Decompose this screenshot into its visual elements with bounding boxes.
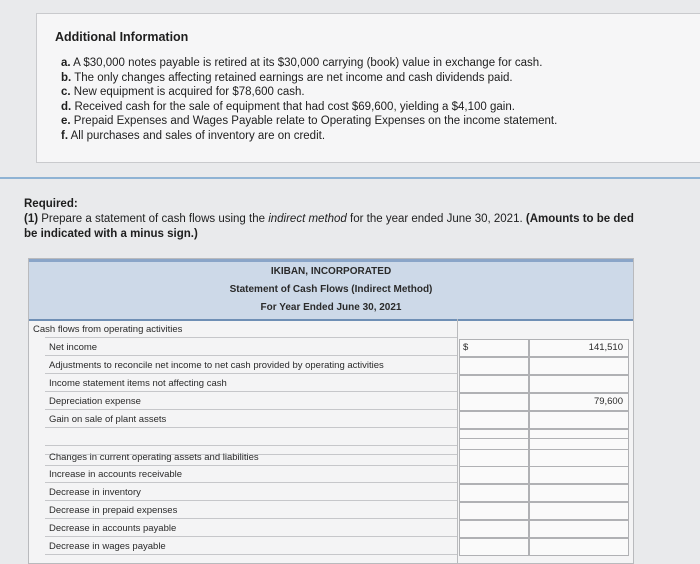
amount-input-col2[interactable] xyxy=(529,538,629,556)
amount-input-col2[interactable] xyxy=(529,502,629,520)
info-item-f: f. All purchases and sales of inventory are on credit. xyxy=(61,129,326,142)
amount-input-col2[interactable] xyxy=(529,520,629,538)
required-instruction: (1) Prepare a statement of cash flows using the indirect method for the year ended June 30, 2021. (Amounts to be ded xyxy=(24,213,634,225)
amount-input-col2[interactable] xyxy=(529,484,629,502)
row-label: Decrease in prepaid expenses xyxy=(49,505,178,516)
row-label: Income statement items not affecting cash xyxy=(49,378,227,389)
dollar-sign: $ xyxy=(463,342,469,353)
statement-period: For Year Ended June 30, 2021 xyxy=(260,302,402,313)
row-label: Changes in current operating assets and liabilities xyxy=(49,452,259,463)
amount-input-col1[interactable] xyxy=(459,538,529,556)
amount-input-col2[interactable] xyxy=(529,449,629,467)
cash-flow-statement xyxy=(28,258,634,564)
row-label: Increase in accounts receivable xyxy=(49,469,183,480)
amount-input-col2[interactable] xyxy=(529,357,629,375)
amount-value: 141,510 xyxy=(588,342,623,353)
required-section xyxy=(24,197,700,242)
info-item-c: c. New equipment is acquired for $78,600 cash. xyxy=(61,86,305,99)
amount-value: 79,600 xyxy=(593,396,623,407)
column-divider xyxy=(457,319,458,563)
amount-input-col2[interactable] xyxy=(529,411,629,429)
required-note: be indicated with a minus sign.) xyxy=(24,228,198,240)
statement-row xyxy=(45,339,457,356)
additional-information-list xyxy=(61,56,557,144)
row-label: Adjustments to reconcile net income to net cash provided by operating activities xyxy=(49,360,384,371)
amount-input-col1[interactable] xyxy=(459,375,529,393)
amount-input-col1[interactable] xyxy=(459,520,529,538)
section-divider xyxy=(0,177,700,179)
row-label: Decrease in inventory xyxy=(49,487,141,498)
row-label: Decrease in accounts payable xyxy=(49,523,177,534)
additional-information-title: Additional Information xyxy=(55,30,189,44)
required-title: Required: xyxy=(24,198,78,210)
amount-input-col1[interactable] xyxy=(459,393,529,411)
amount-input-col1[interactable] xyxy=(459,339,529,357)
amount-input-col2[interactable] xyxy=(529,466,629,484)
amount-input-col1[interactable] xyxy=(459,357,529,375)
row-label: Decrease in wages payable xyxy=(49,541,166,552)
amount-input-col2[interactable] xyxy=(529,375,629,393)
info-item-e: e. Prepaid Expenses and Wages Payable relate to Operating Expenses on the income statement. xyxy=(61,115,558,128)
amount-input-col1[interactable] xyxy=(459,466,529,484)
row-label: Cash flows from operating activities xyxy=(33,324,183,335)
amount-input-col1[interactable] xyxy=(459,502,529,520)
row-label: Gain on sale of plant assets xyxy=(49,414,167,425)
statement-title: Statement of Cash Flows (Indirect Method) xyxy=(229,284,433,295)
row-label: Net income xyxy=(49,342,98,353)
statement-header xyxy=(29,259,633,321)
company-name: IKIBAN, INCORPORATED xyxy=(270,266,392,277)
info-item-b: b. The only changes affecting retained earnings are net income and cash dividends paid. xyxy=(61,71,513,84)
amount-input-col1[interactable] xyxy=(459,411,529,429)
amount-input-col1[interactable] xyxy=(459,449,529,467)
amount-input-col1[interactable] xyxy=(459,484,529,502)
info-item-d: d. Received cash for the sale of equipment that had cost $69,600, yielding a $4,100 gain. xyxy=(61,100,515,113)
info-item-a: a. A $30,000 notes payable is retired at its $30,000 carrying (book) value in exchange for cash. xyxy=(61,57,543,69)
row-label: Depreciation expense xyxy=(49,396,141,407)
additional-information-box xyxy=(36,13,700,163)
